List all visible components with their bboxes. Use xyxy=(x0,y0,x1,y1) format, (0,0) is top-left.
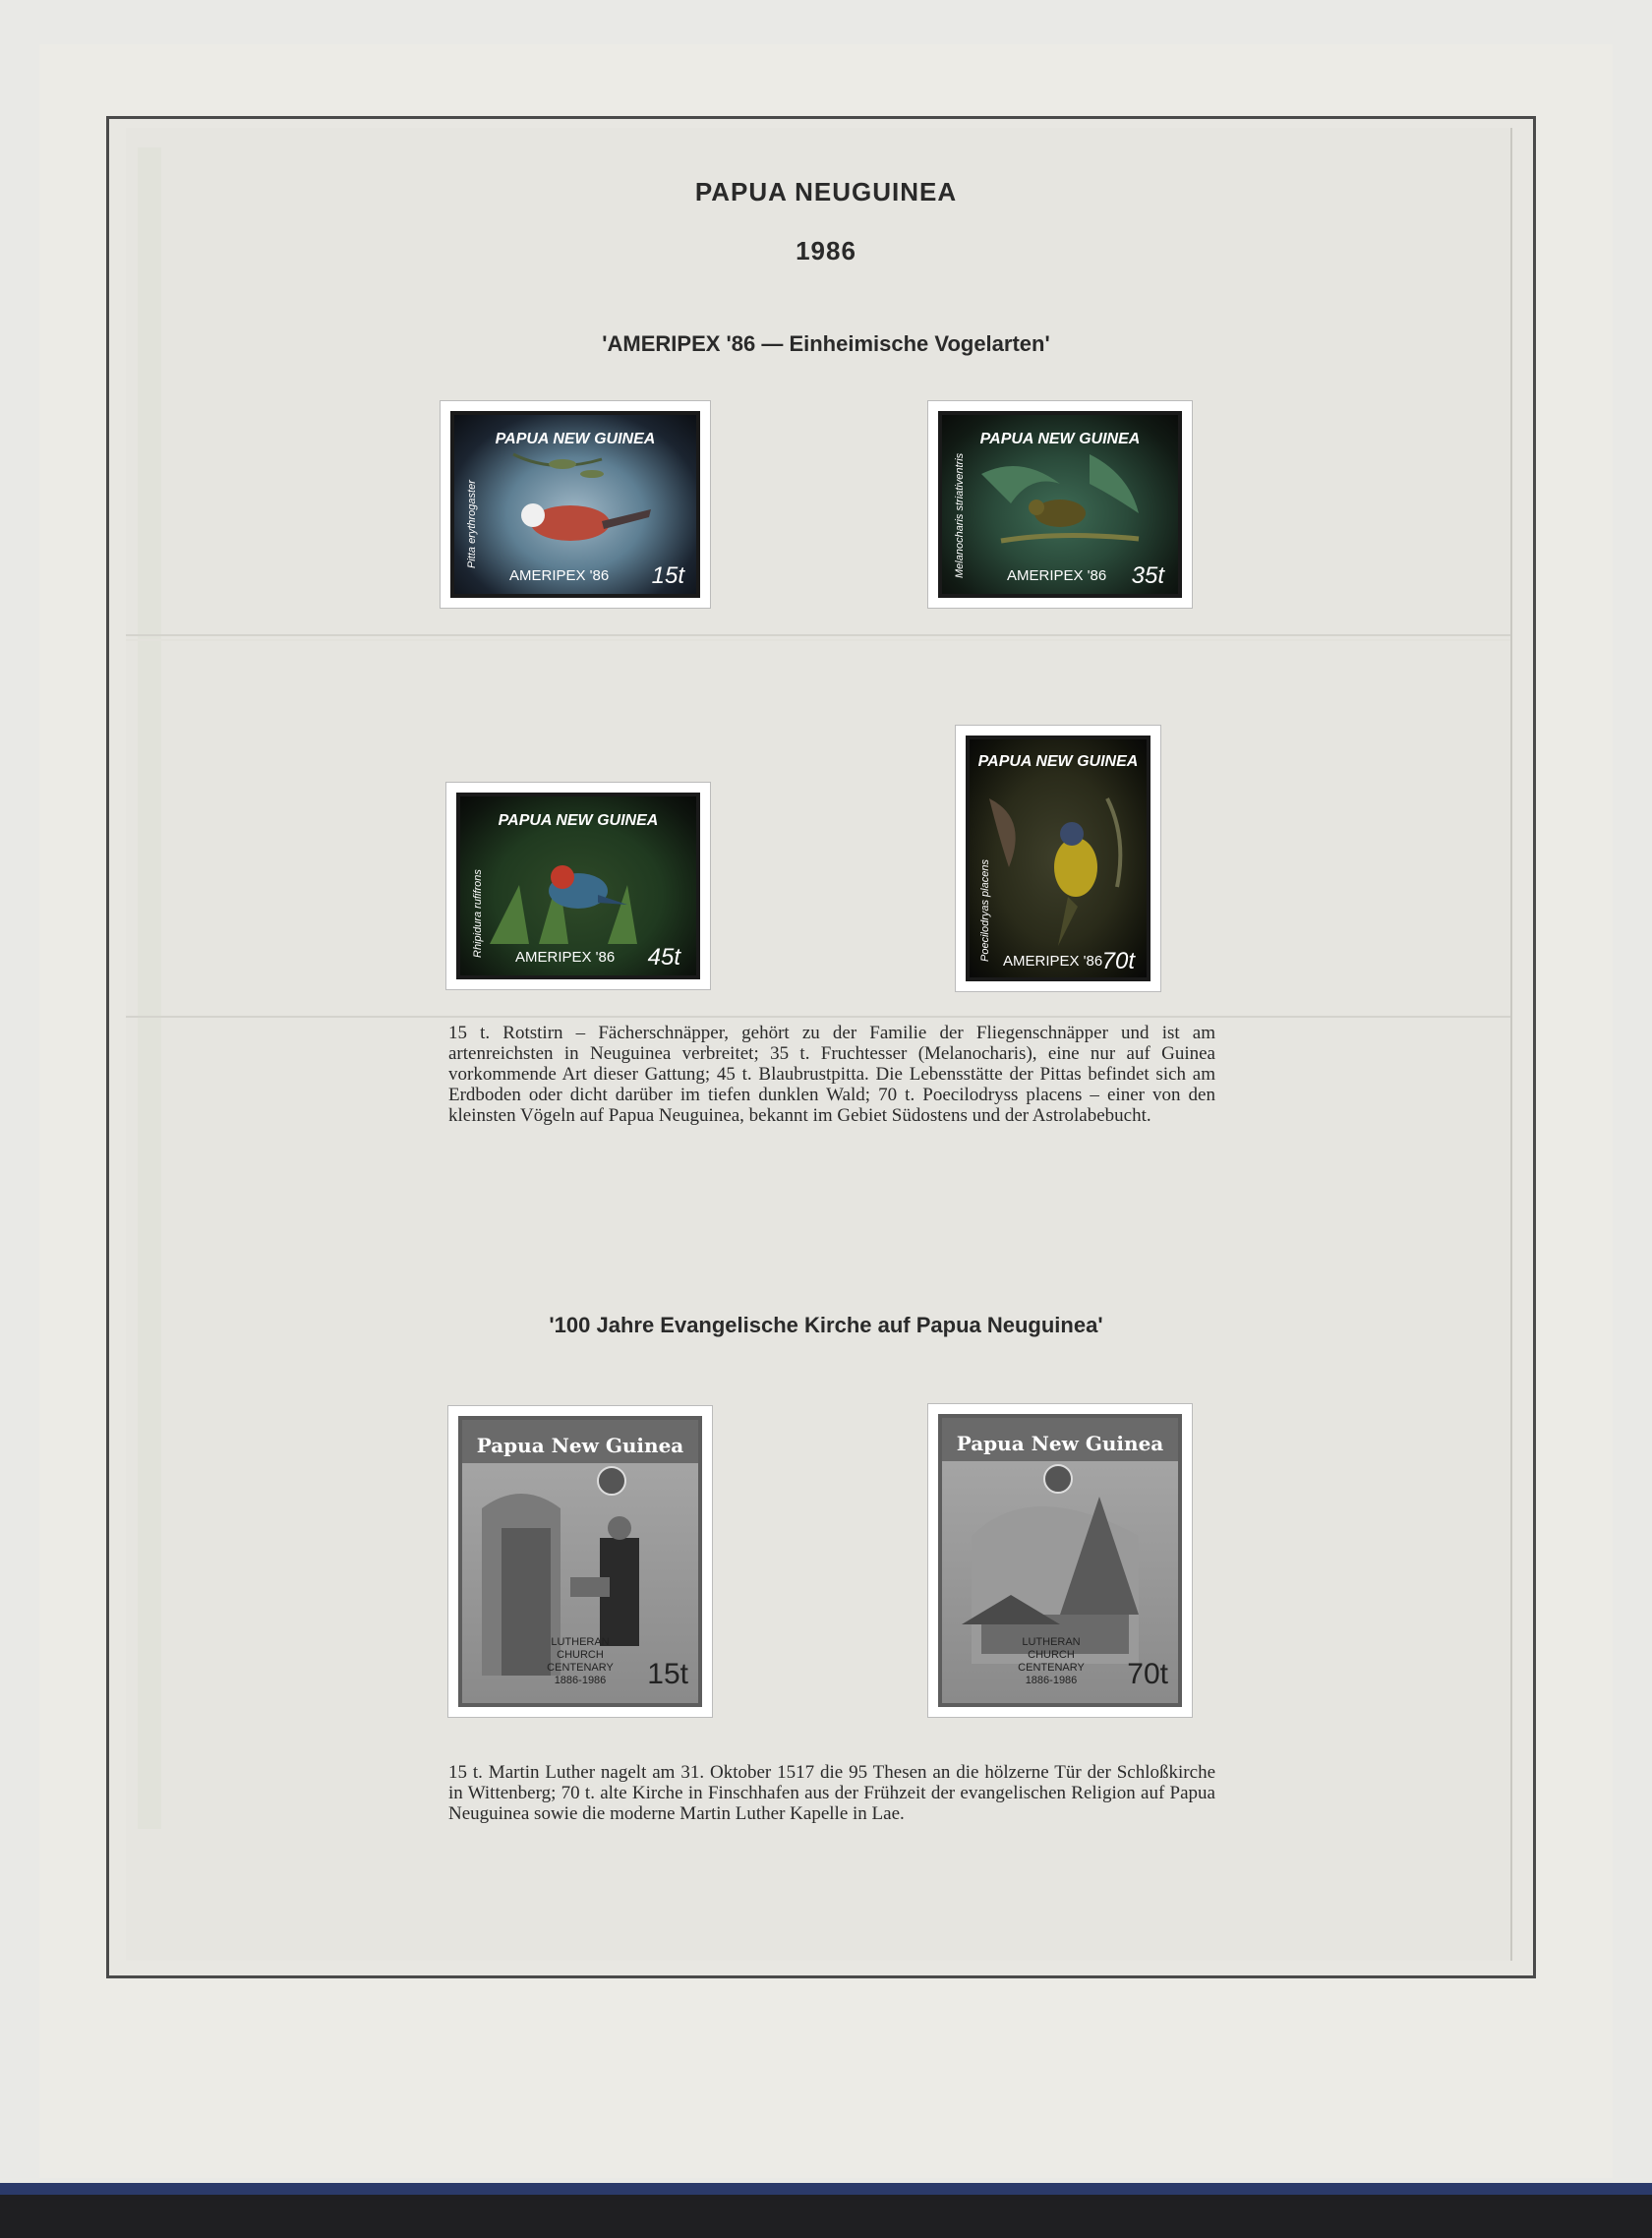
stamp-value: 70t xyxy=(1101,948,1135,974)
left-strip xyxy=(138,147,161,1829)
stamp-45t-bird xyxy=(446,783,710,989)
stamp-70t-church xyxy=(928,1404,1192,1717)
stamp-country: PAPUA NEW GUINEA xyxy=(495,431,656,447)
stamp-label xyxy=(531,1636,629,1687)
section-heading-church: '100 Jahre Evangelische Kirche auf Papua Neuguinea' xyxy=(549,1313,1103,1337)
stamp-15t-church xyxy=(448,1406,712,1717)
stamp-label-line3: 1886-1986 xyxy=(1025,1675,1078,1686)
binding-edge xyxy=(0,2195,1652,2238)
stamp-value: 70t xyxy=(1127,1658,1168,1690)
stamp-country: PAPUA NEW GUINEA xyxy=(979,431,1141,447)
stamp-value: 15t xyxy=(651,562,684,589)
page-title: PAPUA NEUGUINEA xyxy=(694,177,958,206)
stamp-event: AMERIPEX '86 xyxy=(1007,567,1107,584)
church-description: 15 t. Martin Luther nagelt am 31. Oktober 1517 die 95 Thesen an die hölzerne Tür der Schloßkirche in Wittenberg; 70 t. alte Kirche in Finschhafen aus der Frühzeit der evangelischen Religion auf Papua Neuguinea sowie die moderne Martin Luther Kapelle in Lae. xyxy=(448,1762,1215,1824)
stamp-event: AMERIPEX '86 xyxy=(509,567,610,584)
stamp-country: Papua New Guinea xyxy=(476,1434,684,1457)
stamp-event: AMERIPEX '86 xyxy=(515,949,616,966)
stamp-species: Rhipidura rufifrons xyxy=(472,869,484,958)
stamp-country: PAPUA NEW GUINEA xyxy=(498,812,659,829)
stamp-15t-bird xyxy=(441,401,710,608)
bird-illustration xyxy=(970,739,1147,977)
birds-description: 15 t. Rotstirn – Fächerschnäpper, gehört zu der Familie der Fliegenschnäpper und ist am artenreichsten in Neuguinea verbreitet; 35 t. Fruchtesser (Melanocharis), eine nur auf Guinea vorkommende Art dieser Gattung; 45 t. Blaubrustpitta. Die Lebensstätte der Pittas befindet sich am Erdboden oder dicht darüber im tiefen dunklen Wald; 70 t. Poecilodryss placens – einer von den kleinsten Vögeln auf Papua Neuguinea, bekannt im Gebiet Südostens und der Astrolabebucht. xyxy=(448,1023,1215,1126)
stamp-country: PAPUA NEW GUINEA xyxy=(977,753,1139,770)
stamp-label-line2: CHURCH CENTENARY xyxy=(547,1649,614,1674)
stamp-label-line1: LUTHERAN xyxy=(551,1636,610,1648)
stamp-label xyxy=(997,1636,1105,1687)
stamp-35t-bird xyxy=(928,401,1192,608)
stamp-value: 45t xyxy=(647,944,680,971)
page-year: 1986 xyxy=(796,236,856,265)
stamp-species: Melanocharis striativentris xyxy=(954,452,966,578)
stamp-country: Papua New Guinea xyxy=(956,1432,1164,1455)
stamp-label-line2: CHURCH CENTENARY xyxy=(1018,1649,1085,1674)
strip-divider xyxy=(126,634,1510,636)
stamp-event: AMERIPEX '86 xyxy=(1003,953,1103,970)
stamp-label-line1: LUTHERAN xyxy=(1022,1636,1081,1648)
strip-divider xyxy=(126,639,1510,641)
stamp-70t-bird xyxy=(956,726,1160,991)
binding-blue xyxy=(0,2183,1652,2195)
stamp-species: Poecilodryas placens xyxy=(979,859,991,962)
stamp-value: 15t xyxy=(647,1658,688,1690)
stamp-species: Pitta erythrogaster xyxy=(466,480,478,568)
stamp-label-line3: 1886-1986 xyxy=(554,1675,607,1686)
strip-divider xyxy=(126,1016,1510,1018)
section-heading-birds: 'AMERIPEX '86 — Einheimische Vogelarten' xyxy=(602,331,1050,356)
stamp-value: 35t xyxy=(1131,562,1164,589)
